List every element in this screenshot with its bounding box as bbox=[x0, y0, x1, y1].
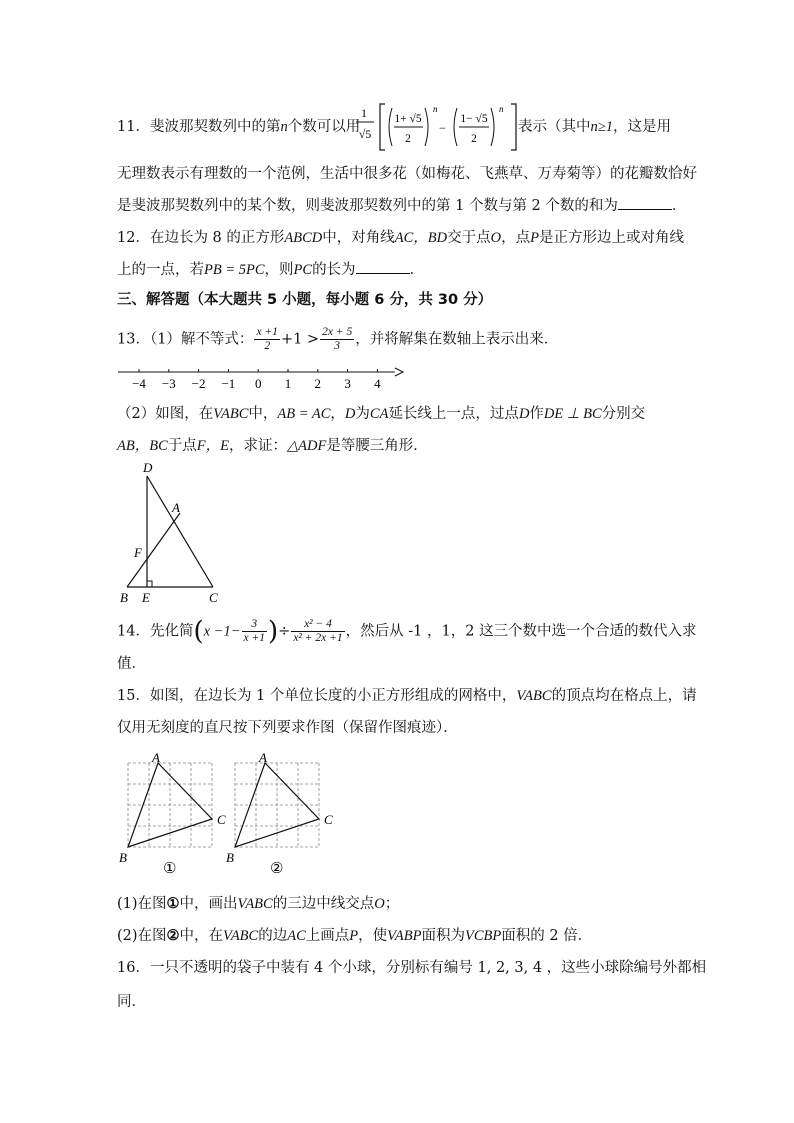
label-F: F bbox=[134, 545, 142, 560]
label-C: C bbox=[324, 812, 333, 827]
q11-text: ，这是用 bbox=[612, 119, 671, 135]
q15-sub-2 bbox=[117, 926, 592, 946]
q11-one: 1 bbox=[361, 106, 367, 120]
q15-sub-1 bbox=[117, 894, 399, 914]
label-B: B bbox=[120, 590, 128, 605]
q12-text: ． bbox=[409, 262, 425, 278]
q13-part1 bbox=[117, 326, 558, 353]
q12-var: P bbox=[530, 230, 539, 246]
tick-label: 0 bbox=[254, 376, 262, 391]
q13-var: VABC bbox=[213, 406, 249, 422]
q12-var: O bbox=[490, 230, 502, 246]
q13-text: 于点 bbox=[167, 438, 197, 454]
q13-text: ，并将解集在数轴上表示出来． bbox=[355, 331, 559, 348]
q15-var: VABC bbox=[516, 688, 552, 704]
label-B: B bbox=[226, 850, 234, 865]
tick-label: 1 bbox=[284, 376, 292, 391]
number-line bbox=[115, 362, 405, 392]
q12-text: 12．在边长为 8 的正方形 bbox=[117, 230, 285, 246]
label-C: C bbox=[209, 590, 218, 605]
q12-text: 中，对角线 bbox=[322, 230, 395, 246]
tick-label: 4 bbox=[374, 376, 381, 391]
q15-text: ； bbox=[384, 896, 400, 912]
q11-inner1-num: 1+ √5 bbox=[394, 113, 422, 125]
answer-blank[interactable] bbox=[356, 261, 410, 274]
q12-line-2 bbox=[117, 260, 424, 280]
tick-label: −4 bbox=[132, 376, 146, 391]
q16-line-1: 16．一只不透明的袋子中装有 4 个小球，分别标有编号 1, 2, 3, 4 ，这些小球除编号外都相 bbox=[117, 960, 707, 976]
q14-line-1 bbox=[117, 618, 697, 645]
denominator: x +1 bbox=[243, 632, 265, 644]
q14-text: ÷ bbox=[278, 623, 291, 640]
q11-var-n: n bbox=[280, 119, 288, 135]
q14-fraction-2 bbox=[291, 618, 344, 645]
label-A: A bbox=[172, 500, 180, 515]
label-B: B bbox=[119, 850, 127, 865]
q13-text: （2）如图，在 bbox=[117, 406, 214, 422]
q15-text: 上画点 bbox=[305, 928, 350, 944]
q15-var: P bbox=[349, 928, 359, 944]
q14-paren-open: ( bbox=[193, 616, 204, 647]
q13-fraction-2 bbox=[320, 326, 354, 353]
q15-text: 的边 bbox=[258, 928, 288, 944]
q15-text: ，使 bbox=[358, 928, 388, 944]
q14-fraction-1 bbox=[242, 618, 268, 645]
q12-line-1 bbox=[117, 228, 684, 248]
q15-line-2: 仅用无刻度的直尺按下列要求作图（保留作图痕迹）． bbox=[117, 720, 458, 736]
q13-var: CA bbox=[369, 406, 389, 422]
q12-var: ABCD bbox=[284, 230, 323, 246]
denominator: 2 bbox=[264, 340, 271, 352]
q13-part2-line-2 bbox=[117, 436, 428, 456]
q15-text: 面积为 bbox=[421, 928, 465, 944]
q11-line-1 bbox=[117, 117, 360, 137]
q13-triangle-figure bbox=[115, 456, 235, 608]
q11-text: 11．斐波那契数列中的第 bbox=[117, 119, 281, 135]
q11-text: ． bbox=[671, 198, 687, 214]
q12-equation: PB = 5PC bbox=[204, 262, 265, 278]
q12-text: 的长为 bbox=[312, 262, 356, 278]
q15-circled-1: ① bbox=[166, 895, 180, 912]
numerator: 2x + 5 bbox=[322, 326, 353, 338]
q15-text: 15．如图，在边长为 1 个单位长度的小正方形组成的网格中， bbox=[117, 688, 517, 704]
q12-var: AC，BD bbox=[394, 230, 448, 246]
q11-minus: − bbox=[439, 121, 446, 135]
label-D: D bbox=[143, 460, 153, 475]
q15-text: 面积的 2 倍． bbox=[501, 928, 593, 944]
q13-part2-line-1 bbox=[117, 404, 645, 424]
q11-inner2-num: 1− √5 bbox=[460, 113, 488, 125]
q13-text: 13．（1）解不等式： bbox=[117, 331, 254, 348]
numerator: 3 bbox=[242, 618, 268, 632]
figure-caption-2: ② bbox=[270, 861, 284, 877]
q13-text: 是等腰三角形． bbox=[326, 438, 428, 454]
q11-power2: n bbox=[499, 104, 504, 114]
q13-var: △ADF bbox=[286, 438, 327, 454]
numerator: x +1 bbox=[256, 326, 278, 338]
label-E: E bbox=[142, 590, 150, 605]
tick-label: 3 bbox=[344, 376, 351, 391]
q13-var: D bbox=[518, 406, 530, 422]
tick-label: −3 bbox=[161, 376, 176, 391]
section-heading: 三、解答题（本大题共 5 小题，每小题 6 分，共 30 分） bbox=[117, 292, 493, 308]
q15-text: 中，在 bbox=[179, 928, 224, 944]
q11-line-2: 无理数表示有理数的一个范例，生活中很多花（如梅花、飞燕草、万寿菊等）的花瓣数恰好 bbox=[117, 166, 697, 182]
q13-var: AB = AC bbox=[277, 406, 331, 422]
q15-grid-figure-2 bbox=[222, 750, 347, 880]
q15-line-1 bbox=[117, 686, 697, 706]
figure-caption-1: ① bbox=[163, 861, 177, 877]
q15-var: AC bbox=[287, 928, 306, 944]
q13-var: F，E bbox=[196, 438, 229, 454]
tick-label: −1 bbox=[221, 376, 236, 391]
q14-paren-close: ) bbox=[268, 616, 279, 647]
q15-text: 的三边中线交点 bbox=[272, 896, 375, 912]
q12-text: ，则 bbox=[264, 262, 294, 278]
q13-text: 延长线上一点，过点 bbox=[388, 406, 519, 422]
q15-var: VCBP bbox=[464, 928, 502, 944]
q14-line-2: 值． bbox=[117, 656, 146, 672]
answer-blank[interactable] bbox=[618, 197, 672, 210]
q13-text: +1 > bbox=[280, 331, 320, 348]
q14-var: x −1− bbox=[203, 623, 241, 640]
q11-text: 个数可以用 bbox=[287, 119, 361, 135]
q13-text: 为 bbox=[355, 406, 370, 422]
q12-var: PC bbox=[293, 262, 313, 278]
tick-label: −2 bbox=[191, 376, 206, 391]
q11-inner1-den: 2 bbox=[405, 133, 411, 145]
q12-text: 是正方形边上或对角线 bbox=[538, 230, 684, 246]
q12-text: 交于点 bbox=[447, 230, 491, 246]
q15-text: (2)在图 bbox=[117, 928, 167, 944]
q13-text: 分别交 bbox=[601, 406, 646, 422]
q13-fraction-1 bbox=[254, 326, 280, 353]
denominator: x² + 2x +1 bbox=[293, 632, 343, 644]
tick-label: 2 bbox=[314, 376, 322, 391]
q11-power1: n bbox=[433, 104, 438, 114]
q11-condition: n≥1 bbox=[590, 119, 613, 135]
q15-text: 中，画出 bbox=[179, 896, 238, 912]
q13-var: DE ⊥ BC bbox=[543, 406, 602, 422]
q16-line-2: 同． bbox=[117, 994, 146, 1010]
q11-text: 表示（其中 bbox=[518, 119, 591, 135]
q12-text: ，点 bbox=[501, 230, 531, 246]
q15-text: (1)在图 bbox=[117, 896, 167, 912]
q11-line-3 bbox=[117, 196, 686, 216]
q14-text: ，然后从 -1 ，1，2 这三个数中选一个合适的数代入求 bbox=[345, 623, 697, 640]
q13-text: ， bbox=[330, 406, 345, 422]
numerator: x² − 4 bbox=[291, 618, 344, 632]
q13-text: 中， bbox=[248, 406, 278, 422]
q11-sqrt5: √5 bbox=[358, 127, 372, 141]
q11-text: 是斐波那契数列中的某个数，则斐波那契数列中的第 1 个数与第 2 个数的和为 bbox=[117, 198, 618, 214]
q11-inner2-den: 2 bbox=[471, 133, 477, 145]
label-C: C bbox=[217, 812, 226, 827]
q11-formula bbox=[355, 100, 525, 155]
label-A: A bbox=[259, 750, 267, 765]
q12-text: 上的一点，若 bbox=[117, 262, 204, 278]
q15-var: VABC bbox=[237, 896, 273, 912]
q13-text: ，求证： bbox=[228, 438, 287, 454]
q11-line-1-end bbox=[518, 117, 671, 137]
q15-text: 的顶点均在格点上，请 bbox=[551, 688, 697, 704]
q15-var: O bbox=[374, 896, 385, 912]
q13-text: 作 bbox=[529, 406, 544, 422]
q14-text: 14．先化简 bbox=[117, 623, 194, 640]
q15-circled-2: ② bbox=[166, 927, 180, 944]
q15-var: VABC bbox=[223, 928, 259, 944]
label-A: A bbox=[152, 750, 160, 765]
q15-var: VABP bbox=[387, 928, 422, 944]
q13-var: AB，BC bbox=[117, 438, 168, 454]
q13-var: D bbox=[344, 406, 356, 422]
denominator: 3 bbox=[334, 340, 341, 352]
